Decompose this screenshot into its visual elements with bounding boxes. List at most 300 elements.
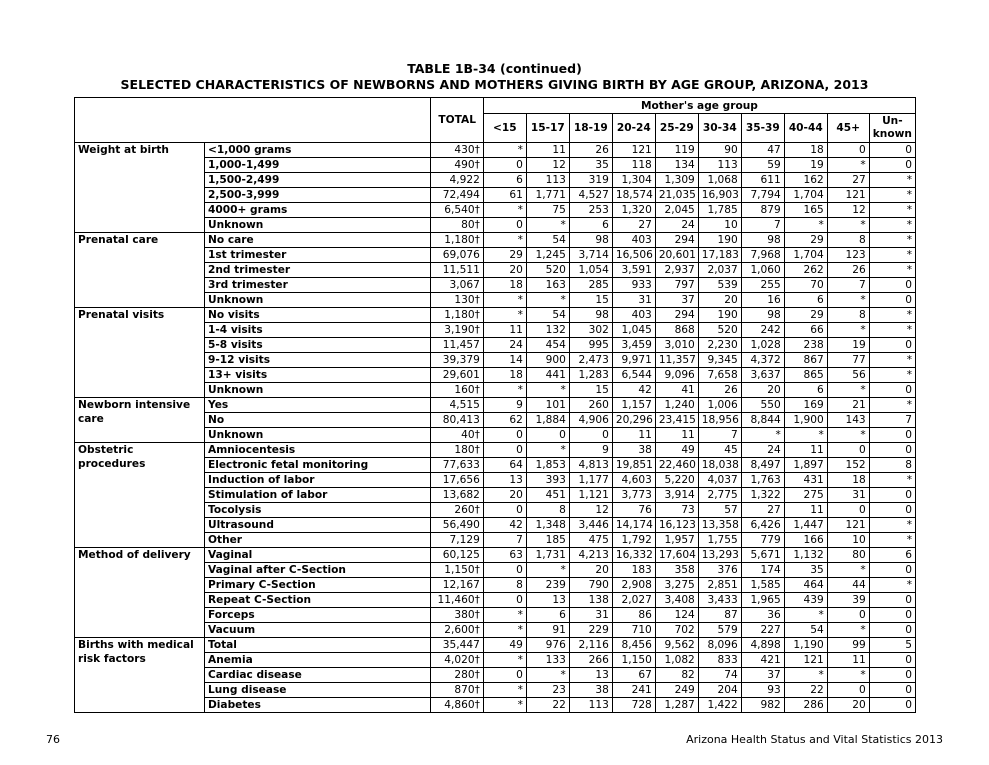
- total-value-cell: 2,600†: [431, 623, 483, 638]
- value-cell: *: [483, 623, 526, 638]
- row-label-cell: 9-12 visits: [205, 353, 431, 368]
- value-cell: 15: [569, 383, 612, 398]
- value-cell: 18,038: [698, 458, 741, 473]
- value-cell: 7: [483, 533, 526, 548]
- row-label-cell: Stimulation of labor: [205, 488, 431, 503]
- value-cell: 16,332: [612, 548, 655, 563]
- value-cell: 3,914: [655, 488, 698, 503]
- value-cell: 80: [827, 548, 869, 563]
- value-cell: 702: [655, 623, 698, 638]
- value-cell: 29: [784, 308, 827, 323]
- value-cell: 20: [698, 293, 741, 308]
- value-cell: 1,157: [612, 398, 655, 413]
- value-cell: 0: [483, 428, 526, 443]
- value-cell: 18,956: [698, 413, 741, 428]
- value-cell: 19: [827, 338, 869, 353]
- value-cell: 1,054: [569, 263, 612, 278]
- value-cell: 121: [827, 188, 869, 203]
- value-cell: 266: [569, 653, 612, 668]
- row-label-cell: 3rd trimester: [205, 278, 431, 293]
- value-cell: 976: [526, 638, 569, 653]
- value-cell: 0: [869, 293, 915, 308]
- value-cell: 2,851: [698, 578, 741, 593]
- table-row: [75, 548, 916, 563]
- category-cell: Prenatal care: [75, 233, 205, 308]
- value-cell: 11: [655, 428, 698, 443]
- value-cell: 20: [827, 698, 869, 713]
- value-cell: 0: [483, 158, 526, 173]
- value-cell: 121: [827, 518, 869, 533]
- value-cell: 174: [741, 563, 784, 578]
- value-cell: 16,123: [655, 518, 698, 533]
- value-cell: 91: [526, 623, 569, 638]
- value-cell: *: [869, 578, 915, 593]
- value-cell: *: [869, 308, 915, 323]
- value-cell: 2,908: [612, 578, 655, 593]
- value-cell: 0: [827, 683, 869, 698]
- value-cell: *: [483, 203, 526, 218]
- value-cell: *: [869, 533, 915, 548]
- value-cell: 29: [483, 248, 526, 263]
- value-cell: 1,900: [784, 413, 827, 428]
- age-header-cell: 35-39: [741, 114, 784, 143]
- value-cell: 1,060: [741, 263, 784, 278]
- value-cell: 8,456: [612, 638, 655, 653]
- value-cell: 77: [827, 353, 869, 368]
- value-cell: 18: [827, 473, 869, 488]
- value-cell: 9,096: [655, 368, 698, 383]
- value-cell: 1,283: [569, 368, 612, 383]
- value-cell: 11: [784, 503, 827, 518]
- value-cell: 26: [698, 383, 741, 398]
- value-cell: 119: [655, 143, 698, 158]
- value-cell: 73: [655, 503, 698, 518]
- row-label-cell: Unknown: [205, 383, 431, 398]
- corner-cell: [75, 98, 431, 143]
- value-cell: 26: [827, 263, 869, 278]
- value-cell: 4,527: [569, 188, 612, 203]
- value-cell: 15: [569, 293, 612, 308]
- value-cell: 0: [483, 503, 526, 518]
- value-cell: 728: [612, 698, 655, 713]
- value-cell: 24: [483, 338, 526, 353]
- value-cell: 797: [655, 278, 698, 293]
- value-cell: 101: [526, 398, 569, 413]
- value-cell: 10: [698, 218, 741, 233]
- value-cell: 7: [869, 413, 915, 428]
- value-cell: 11: [483, 323, 526, 338]
- value-cell: 8: [526, 503, 569, 518]
- table-row: [75, 443, 916, 458]
- value-cell: 1,150: [612, 653, 655, 668]
- value-cell: 17,604: [655, 548, 698, 563]
- value-cell: 1,447: [784, 518, 827, 533]
- total-value-cell: 72,494: [431, 188, 483, 203]
- value-cell: 98: [741, 233, 784, 248]
- value-cell: 4,037: [698, 473, 741, 488]
- value-cell: 5: [869, 638, 915, 653]
- value-cell: 1,082: [655, 653, 698, 668]
- value-cell: *: [526, 443, 569, 458]
- value-cell: 1,320: [612, 203, 655, 218]
- value-cell: 253: [569, 203, 612, 218]
- value-cell: 44: [827, 578, 869, 593]
- value-cell: 75: [526, 203, 569, 218]
- value-cell: 163: [526, 278, 569, 293]
- row-label-cell: Yes: [205, 398, 431, 413]
- value-cell: *: [827, 323, 869, 338]
- age-header-cell: 45+: [827, 114, 869, 143]
- value-cell: 8,844: [741, 413, 784, 428]
- value-cell: 1,121: [569, 488, 612, 503]
- total-value-cell: 29,601: [431, 368, 483, 383]
- value-cell: *: [526, 668, 569, 683]
- value-cell: 779: [741, 533, 784, 548]
- value-cell: *: [869, 323, 915, 338]
- value-cell: 995: [569, 338, 612, 353]
- value-cell: 113: [698, 158, 741, 173]
- value-cell: 1,771: [526, 188, 569, 203]
- value-cell: 37: [741, 668, 784, 683]
- value-cell: *: [827, 158, 869, 173]
- table-row: [75, 143, 916, 158]
- value-cell: 59: [741, 158, 784, 173]
- value-cell: 23: [526, 683, 569, 698]
- total-value-cell: 39,379: [431, 353, 483, 368]
- value-cell: 3,275: [655, 578, 698, 593]
- value-cell: 8: [827, 308, 869, 323]
- value-cell: 7,794: [741, 188, 784, 203]
- value-cell: 11: [526, 143, 569, 158]
- category-cell: Weight at birth: [75, 143, 205, 233]
- value-cell: 86: [612, 608, 655, 623]
- value-cell: 2,027: [612, 593, 655, 608]
- value-cell: *: [784, 668, 827, 683]
- value-cell: *: [483, 383, 526, 398]
- value-cell: 7: [741, 218, 784, 233]
- value-cell: 286: [784, 698, 827, 713]
- value-cell: 1,006: [698, 398, 741, 413]
- value-cell: 520: [698, 323, 741, 338]
- value-cell: 27: [741, 503, 784, 518]
- value-cell: 31: [612, 293, 655, 308]
- value-cell: 165: [784, 203, 827, 218]
- value-cell: 1,763: [741, 473, 784, 488]
- value-cell: 5,671: [741, 548, 784, 563]
- value-cell: 579: [698, 623, 741, 638]
- value-cell: 0: [869, 158, 915, 173]
- row-label-cell: 1,500-2,499: [205, 173, 431, 188]
- value-cell: 20: [483, 263, 526, 278]
- value-cell: 18,574: [612, 188, 655, 203]
- row-label-cell: <1,000 grams: [205, 143, 431, 158]
- value-cell: 6: [784, 293, 827, 308]
- category-cell: Method of delivery: [75, 548, 205, 638]
- value-cell: 239: [526, 578, 569, 593]
- value-cell: 20: [569, 563, 612, 578]
- value-cell: 1,853: [526, 458, 569, 473]
- value-cell: 2,775: [698, 488, 741, 503]
- value-cell: 1,884: [526, 413, 569, 428]
- total-value-cell: 11,460†: [431, 593, 483, 608]
- value-cell: 98: [569, 308, 612, 323]
- value-cell: 403: [612, 308, 655, 323]
- value-cell: 3,433: [698, 593, 741, 608]
- value-cell: 1,240: [655, 398, 698, 413]
- value-cell: 439: [784, 593, 827, 608]
- value-cell: *: [483, 293, 526, 308]
- value-cell: *: [869, 203, 915, 218]
- value-cell: 710: [612, 623, 655, 638]
- value-cell: 6,426: [741, 518, 784, 533]
- value-cell: 39: [827, 593, 869, 608]
- row-label-cell: Anemia: [205, 653, 431, 668]
- value-cell: 113: [569, 698, 612, 713]
- value-cell: 2,045: [655, 203, 698, 218]
- row-label-cell: 1-4 visits: [205, 323, 431, 338]
- value-cell: 20,296: [612, 413, 655, 428]
- value-cell: 27: [612, 218, 655, 233]
- total-value-cell: 7,129: [431, 533, 483, 548]
- value-cell: *: [869, 353, 915, 368]
- value-cell: 4,603: [612, 473, 655, 488]
- value-cell: 11,357: [655, 353, 698, 368]
- value-cell: *: [483, 653, 526, 668]
- row-label-cell: 4000+ grams: [205, 203, 431, 218]
- value-cell: 319: [569, 173, 612, 188]
- value-cell: 241: [612, 683, 655, 698]
- value-cell: 49: [483, 638, 526, 653]
- row-label-cell: No visits: [205, 308, 431, 323]
- row-label-cell: Repeat C-Section: [205, 593, 431, 608]
- value-cell: 7: [698, 428, 741, 443]
- row-label-cell: Tocolysis: [205, 503, 431, 518]
- total-value-cell: 4,515: [431, 398, 483, 413]
- value-cell: 42: [612, 383, 655, 398]
- value-cell: 10: [827, 533, 869, 548]
- value-cell: 1,304: [612, 173, 655, 188]
- value-cell: 520: [526, 263, 569, 278]
- value-cell: 35: [784, 563, 827, 578]
- value-cell: 132: [526, 323, 569, 338]
- value-cell: 0: [869, 488, 915, 503]
- value-cell: 611: [741, 173, 784, 188]
- value-cell: 70: [784, 278, 827, 293]
- value-cell: 16,903: [698, 188, 741, 203]
- value-cell: 9: [483, 398, 526, 413]
- value-cell: 0: [869, 143, 915, 158]
- value-cell: 61: [483, 188, 526, 203]
- value-cell: *: [827, 293, 869, 308]
- value-cell: 31: [569, 608, 612, 623]
- age-header-cell: 20-24: [612, 114, 655, 143]
- value-cell: 2,037: [698, 263, 741, 278]
- value-cell: 64: [483, 458, 526, 473]
- value-cell: 982: [741, 698, 784, 713]
- value-cell: 294: [655, 308, 698, 323]
- value-cell: 0: [869, 443, 915, 458]
- value-cell: 82: [655, 668, 698, 683]
- value-cell: 0: [869, 623, 915, 638]
- value-cell: 113: [526, 173, 569, 188]
- value-cell: 56: [827, 368, 869, 383]
- category-cell: Prenatal visits: [75, 308, 205, 398]
- category-cell: Births with medical risk factors: [75, 638, 205, 713]
- value-cell: 238: [784, 338, 827, 353]
- value-cell: 169: [784, 398, 827, 413]
- age-header-cell: 18-19: [569, 114, 612, 143]
- value-cell: 6: [869, 548, 915, 563]
- value-cell: 7,968: [741, 248, 784, 263]
- value-cell: 1,897: [784, 458, 827, 473]
- total-value-cell: 4,922: [431, 173, 483, 188]
- value-cell: 11: [827, 653, 869, 668]
- value-cell: 0: [483, 593, 526, 608]
- total-value-cell: 1,150†: [431, 563, 483, 578]
- value-cell: 13: [526, 593, 569, 608]
- value-cell: 867: [784, 353, 827, 368]
- total-value-cell: 6,540†: [431, 203, 483, 218]
- value-cell: 1,585: [741, 578, 784, 593]
- value-cell: 6: [784, 383, 827, 398]
- value-cell: 98: [569, 233, 612, 248]
- value-cell: 22: [526, 698, 569, 713]
- value-cell: 90: [698, 143, 741, 158]
- value-cell: 227: [741, 623, 784, 638]
- value-cell: 121: [784, 653, 827, 668]
- value-cell: 38: [612, 443, 655, 458]
- data-table: [74, 97, 916, 713]
- row-label-cell: Vacuum: [205, 623, 431, 638]
- value-cell: 1,028: [741, 338, 784, 353]
- value-cell: *: [483, 143, 526, 158]
- value-cell: 454: [526, 338, 569, 353]
- value-cell: 133: [526, 653, 569, 668]
- total-value-cell: 280†: [431, 668, 483, 683]
- value-cell: 8,497: [741, 458, 784, 473]
- value-cell: *: [869, 188, 915, 203]
- total-value-cell: 130†: [431, 293, 483, 308]
- value-cell: 11: [784, 443, 827, 458]
- value-cell: 20: [483, 488, 526, 503]
- total-value-cell: 77,633: [431, 458, 483, 473]
- total-value-cell: 12,167: [431, 578, 483, 593]
- value-cell: 249: [655, 683, 698, 698]
- table-row: [75, 638, 916, 653]
- value-cell: 16,506: [612, 248, 655, 263]
- value-cell: 7: [827, 278, 869, 293]
- value-cell: 42: [483, 518, 526, 533]
- value-cell: 49: [655, 443, 698, 458]
- value-cell: 0: [869, 428, 915, 443]
- value-cell: 12: [526, 158, 569, 173]
- value-cell: 143: [827, 413, 869, 428]
- value-cell: 0: [827, 143, 869, 158]
- value-cell: 9: [569, 443, 612, 458]
- value-cell: 3,010: [655, 338, 698, 353]
- value-cell: 550: [741, 398, 784, 413]
- value-cell: 4,372: [741, 353, 784, 368]
- value-cell: 4,213: [569, 548, 612, 563]
- value-cell: 833: [698, 653, 741, 668]
- value-cell: *: [869, 473, 915, 488]
- total-value-cell: 180†: [431, 443, 483, 458]
- value-cell: *: [827, 563, 869, 578]
- age-header-cell: 40-44: [784, 114, 827, 143]
- value-cell: 1,965: [741, 593, 784, 608]
- value-cell: 933: [612, 278, 655, 293]
- row-label-cell: Ultrasound: [205, 518, 431, 533]
- value-cell: 18: [483, 278, 526, 293]
- value-cell: 21: [827, 398, 869, 413]
- value-cell: 57: [698, 503, 741, 518]
- table-row: [75, 233, 916, 248]
- value-cell: *: [869, 263, 915, 278]
- value-cell: *: [827, 668, 869, 683]
- value-cell: 2,473: [569, 353, 612, 368]
- total-value-cell: 4,860†: [431, 698, 483, 713]
- value-cell: *: [526, 293, 569, 308]
- value-cell: *: [741, 428, 784, 443]
- value-cell: 45: [698, 443, 741, 458]
- category-cell: Obstetric procedures: [75, 443, 205, 548]
- value-cell: 22: [784, 683, 827, 698]
- table-row: [75, 308, 916, 323]
- value-cell: 123: [827, 248, 869, 263]
- value-cell: 4,906: [569, 413, 612, 428]
- value-cell: 47: [741, 143, 784, 158]
- value-cell: 24: [741, 443, 784, 458]
- value-cell: 1,045: [612, 323, 655, 338]
- value-cell: *: [483, 308, 526, 323]
- value-cell: 20,601: [655, 248, 698, 263]
- value-cell: 376: [698, 563, 741, 578]
- table-title: TABLE 1B-34 (continued): [407, 61, 582, 76]
- value-cell: 0: [483, 218, 526, 233]
- value-cell: *: [827, 428, 869, 443]
- value-cell: *: [526, 563, 569, 578]
- value-cell: 19,851: [612, 458, 655, 473]
- value-cell: 121: [612, 143, 655, 158]
- value-cell: 36: [741, 608, 784, 623]
- value-cell: 12: [827, 203, 869, 218]
- value-cell: 3,591: [612, 263, 655, 278]
- value-cell: *: [526, 383, 569, 398]
- value-cell: 6,544: [612, 368, 655, 383]
- value-cell: 204: [698, 683, 741, 698]
- value-cell: 475: [569, 533, 612, 548]
- value-cell: 183: [612, 563, 655, 578]
- value-cell: *: [869, 368, 915, 383]
- value-cell: *: [784, 218, 827, 233]
- row-label-cell: Electronic fetal monitoring: [205, 458, 431, 473]
- value-cell: 76: [612, 503, 655, 518]
- total-value-cell: 35,447: [431, 638, 483, 653]
- value-cell: 3,773: [612, 488, 655, 503]
- value-cell: 0: [869, 698, 915, 713]
- value-cell: 93: [741, 683, 784, 698]
- value-cell: 0: [869, 383, 915, 398]
- row-label-cell: Other: [205, 533, 431, 548]
- value-cell: 66: [784, 323, 827, 338]
- value-cell: 1,755: [698, 533, 741, 548]
- value-cell: 1,348: [526, 518, 569, 533]
- value-cell: 0: [827, 608, 869, 623]
- value-cell: 7,658: [698, 368, 741, 383]
- value-cell: 3,446: [569, 518, 612, 533]
- value-cell: 41: [655, 383, 698, 398]
- value-cell: *: [869, 248, 915, 263]
